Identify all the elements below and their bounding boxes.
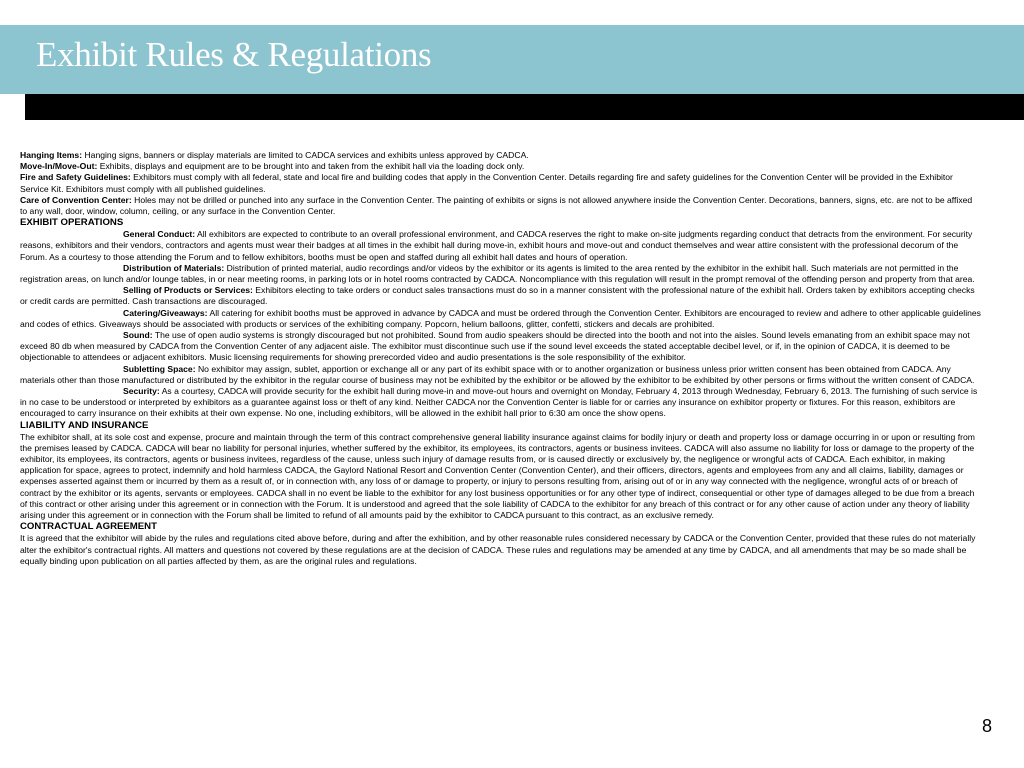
- rule-catering-giveaways: Catering/Giveaways: All catering for exhibit booths must be approved in advance by CADCA and must be ordered through the Convention Center. Exhibitors are encouraged to review and adhere to other applicable guidelines and codes of ethics. Giveaways should be associated with products or services of the exhibiting company. Popcorn, helium balloons, glitter, confetti, stickers and decals are prohibited.: [20, 307, 981, 329]
- rule-hanging-items: Hanging Items: Hanging signs, banners or display materials are limited to CADCA services and exhibits unless approved by CADCA.: [20, 150, 529, 160]
- contractual-text: It is agreed that the exhibitor will abide by the rules and regulations cited above before, during and after the exhibition, and by other reasonable rules considered necessary by CADCA or the Convention Center, provided that these rules do not materially alter the exhibitor's contractual rights. All matters and questions not covered by these regulations are at the decision of CADCA. These rules and regulations may be amended at any time by CADCA, and all amendments that may be so made shall be equally binding upon publication on all parties affected by them, as are the original rules and regulations.: [20, 533, 976, 566]
- title-bar: [0, 25, 1024, 94]
- heading-liability-insurance: LIABILITY AND INSURANCE: [20, 419, 149, 431]
- page-number: 8: [982, 716, 993, 736]
- heading-exhibit-operations: EXHIBIT OPERATIONS: [20, 217, 124, 229]
- rule-subletting-space: Subletting Space: No exhibitor may assign, sublet, apportion or exchange all or any part of its exhibit space with or to another organization or business unless prior written consent has been obtained from CADCA. Any materials other than those manufactured or distributed by the exhibitor in the regular course of business may not be exhibited by the exhibitor or be allowed by the exhibitor to be exhibited by other persons or firms without the written consent of CADCA.: [20, 363, 975, 385]
- rules-content: [20, 150, 981, 567]
- header-band: [25, 94, 1024, 120]
- rule-distribution-of-materials: Distribution of Materials: Distribution of printed material, audio recordings and/or videos by the exhibitor or its agents is limited to the area rented by the exhibitor in the exhibit hall. Such materials are not permitted in the registration areas, on lunch and/or lounge tables, in or near meeting rooms, in parking lots or in hotel rooms contracted by CADCA. Noncompliance with this regulation will result in the prompt removal of the offending person and property from that area.: [20, 262, 975, 285]
- rule-fire-safety: Fire and Safety Guidelines: Exhibitors must comply with all federal, state and local fire and building codes that apply in the Convention Center. Details regarding fire and safety guidelines for the Convention Center will be provided in the Exhibitor Service Kit. Exhibitors must comply with all published guidelines.: [20, 172, 953, 194]
- rule-care-of-center: Care of Convention Center: Holes may not be drilled or punched into any surface in the Convention Center. The painting of exhibits or signs is not allowed anywhere inside the Convention Center. Decorations, banners, signs, etc. are not to be affixed to any wall, door, window, column, ceiling, or any surface in the Convention Center.: [20, 194, 973, 217]
- rule-selling-products: Selling of Products or Services: Exhibitors electing to take orders or conduct sales transactions must do so in a manner consistent with the professional nature of the exhibit hall. Orders taken by exhibitors accepting checks or credit cards are permitted. Cash transactions are discouraged.: [20, 285, 975, 307]
- slide-title: Exhibit Rules & Regulations: [36, 35, 432, 74]
- rule-sound: Sound: The use of open audio systems is strongly discouraged but not prohibited. Sound from audio speakers should be directed into the booth and not into the aisles. Sound levels emanating from an exhibit space may not exceed 80 db when measured by CADCA from the Convention Center of any adjacent aisle. The exhibitor must discontinue such use if the sound level exceeds the stated acceptable decibel level, or if, in the opinion of CADCA, it is deemed to be objectionable to attendees or adjacent exhibitors. Music licensing requirements for showing prerecorded video and audio presentations is the sole responsibility of the exhibitor.: [20, 330, 970, 363]
- heading-contractual-agreement: CONTRACTUAL AGREEMENT: [20, 521, 157, 533]
- liability-text: The exhibitor shall, at its sole cost and expense, procure and maintain through the term of this contract comprehensive general liability insurance against claims for bodily injury or death and property loss or damage occurring in or upon or resulting from the premises leased by CADCA. CADCA will bear no liability for personal injuries, whether suffered by the exhibitor, its employees, its contractors, agents or business invitees. CADCA will also assume no liability for loss or damage to the property of the exhibitor, its employees, its contractors, agents or business invitees, regardless of the cause, unless such injury of damage results from, or is caused directly or exclusively by, the negligence or wrongful acts of CADCA. Each exhibitor, in making application for space, agrees to protect, indemnify and hold harmless CADCA, the Gaylord National Resort and Convention Center (Convention Center), and their officers, directors, agents and employees from any and all claims, liability, damages or expenses asserted against them or incurred by them as a result of, or in connection with, any loss of or damage to property, or injury to persons resulting from, arising out of or in any way connected with the negligence, wrongful acts of or breach of contract by the exhibitor or its agents, servants or employees. CADCA shall in no event be liable to the exhibitor for any lost business opportunities or for any other type of indirect, consequential or other type of damages alleged to be due from a breach of this contract or other arising under this agreement or in connection with the Forum. It is understood and agreed that the sole liability of CADCA to the exhibitor for any breach of this contract or for any other cause of action under any theory of liability arising under this agreement or in connection with the Forum shall be limited to refund of all amounts paid by the exhibitor to CADCA pursuant to this contract, as an exclusive remedy.: [20, 431, 975, 521]
- rule-general-conduct: General Conduct: All exhibitors are expected to contribute to an overall professional environment, and CADCA reserves the right to make on-site judgments regarding conduct that detracts from the environment. For security reasons, exhibitors and their vendors, contractors and agents must wear their badges at all times in the exhibit hall during move-in, exhibit hours and move-out and conduct themselves and wear attire consistent with the professional decorum of the Forum. As a courtesy to those attending the Forum and to fellow exhibitors, booths must be open and staffed during all exhibit hall dates and hours of operation.: [20, 229, 973, 262]
- rule-security: Security: As a courtesy, CADCA will provide security for the exhibit hall during move-in and move-out hours and overnight on Monday, February 4, 2013 through Wednesday, February 6, 2013. The furnishing of such service is in no case to be understood or interpreted by exhibitors as a guarantee against loss or theft of any kind. Neither CADCA nor the Convention Center is liable for or carries any insurance on exhibitor property or fixtures. For this reason, exhibitors are encouraged to carry insurance on their exhibits at their own expense. No one, including exhibitors, will be allowed in the exhibit hall prior to 6:30 am once the show opens.: [20, 386, 978, 419]
- rule-move-in-out: Move-In/Move-Out: Exhibits, displays and equipment are to be brought into and taken from the exhibit hall via the loading dock only.: [20, 161, 525, 172]
